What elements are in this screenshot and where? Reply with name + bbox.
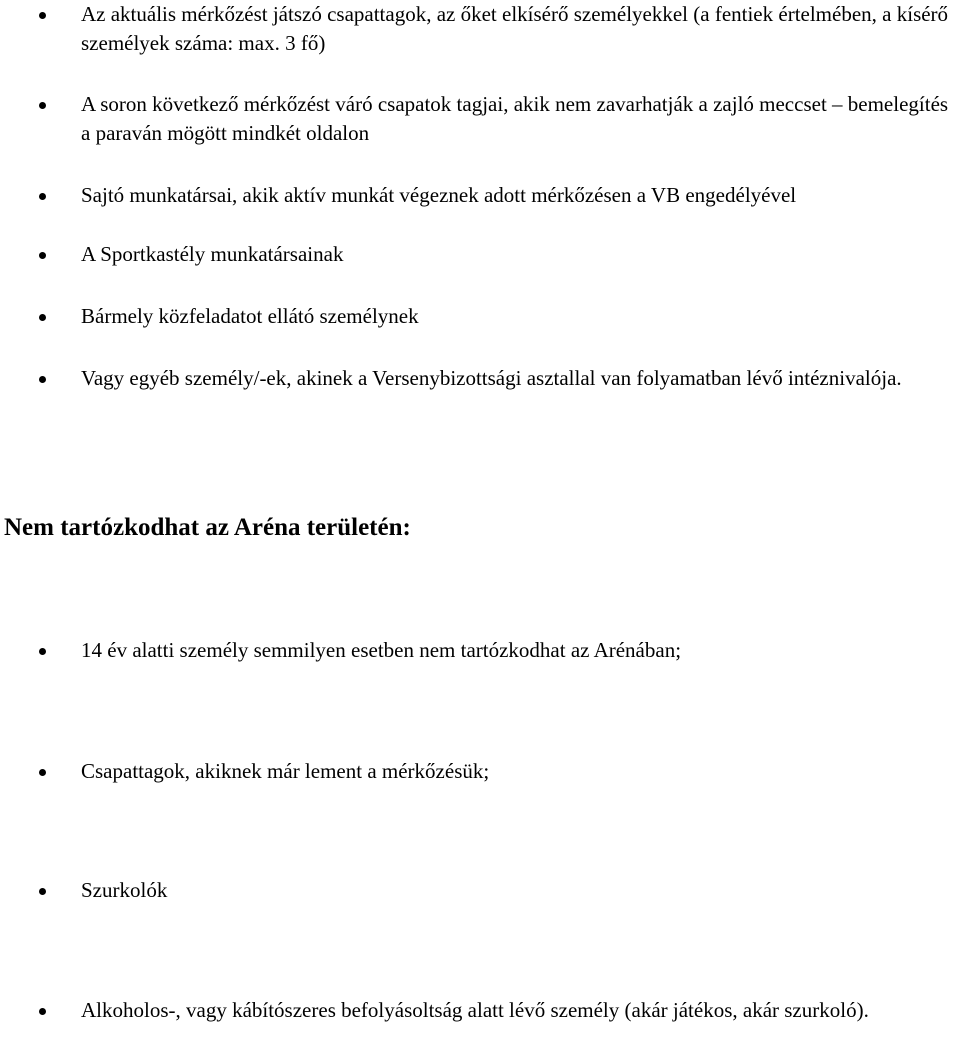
list-item-text: Alkoholos-, vagy kábítószeres befolyásoltság alatt lévő személy (akár játékos, akár szurkoló). (81, 998, 869, 1022)
bullet-icon (39, 252, 46, 259)
bullet-icon (39, 888, 46, 895)
list-item-text: 14 év alatti személy semmilyen esetben nem tartózkodhat az Arénában; (81, 638, 682, 662)
list-item-text: Csapattagok, akiknek már lement a mérkőzésük; (81, 759, 490, 783)
list-item-text: A Sportkastély munkatársainak (81, 242, 344, 266)
bullet-icon (39, 648, 46, 655)
bullet-icon (39, 769, 46, 776)
list-item-text: A soron következő mérkőzést váró csapatok tagjai, akik nem zavarhatják a zajló meccset – bemelegítés a paraván mögött mindkét oldalon (81, 92, 949, 145)
bullet-icon (39, 193, 46, 200)
list-item-text: Az aktuális mérkőzést játszó csapattagok, az őket elkísérő személyekkel (a fentiek értelmében, a kísérő személyek száma: max. 3 fő) (81, 2, 949, 55)
list-item-text: Vagy egyéb személy/-ek, akinek a Versenybizottsági asztallal van folyamatban lévő intéznivalója. (81, 366, 902, 390)
bullet-icon (39, 1008, 46, 1015)
bullet-icon (39, 314, 46, 321)
bullet-icon (39, 102, 46, 109)
section-heading: Nem tartózkodhat az Aréna területén: (4, 514, 411, 541)
list-item-text: Bármely közfeladatot ellátó személynek (81, 304, 419, 328)
list-item-text: Sajtó munkatársai, akik aktív munkát végeznek adott mérkőzésen a VB engedélyével (81, 183, 797, 207)
list-item-text: Szurkolók (81, 878, 168, 902)
bullet-icon (39, 12, 46, 19)
bullet-icon (39, 376, 46, 383)
